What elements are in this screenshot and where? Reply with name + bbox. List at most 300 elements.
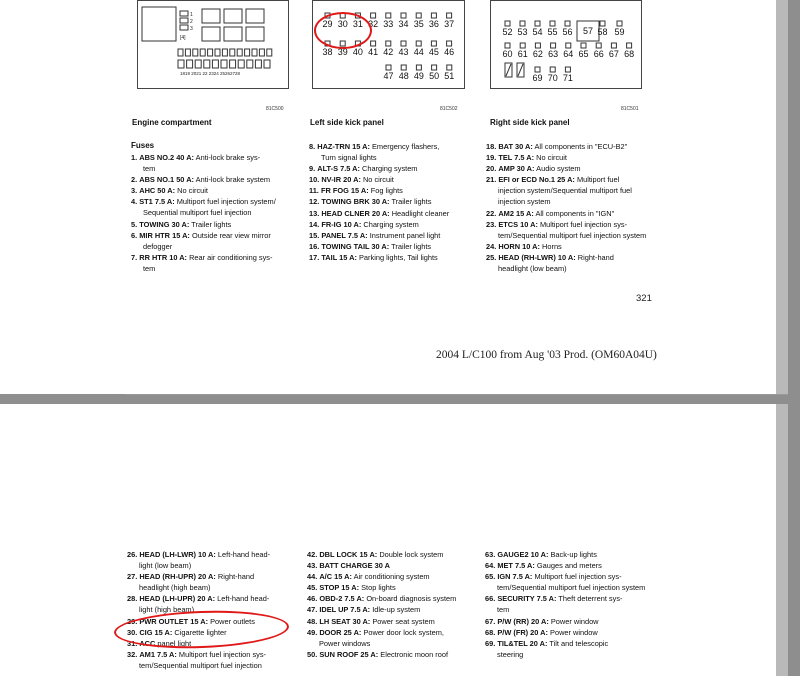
fuse-name: 44. bbox=[307, 572, 318, 582]
fuse-description: Audio system bbox=[536, 164, 581, 174]
fuse-slot bbox=[187, 60, 193, 68]
fuse-name: 26. bbox=[127, 550, 138, 559]
page-divider bbox=[125, 394, 788, 395]
fuse-number-label: 64 bbox=[563, 49, 574, 59]
fuse-slot bbox=[185, 49, 190, 56]
fuse-rating: P/W (RR) 20 A: bbox=[497, 616, 549, 626]
fuse-name: 16. bbox=[309, 241, 320, 251]
fuse-name: 28. bbox=[127, 594, 138, 604]
fuse-description: panel light bbox=[157, 638, 192, 648]
fuse-name: 5. bbox=[131, 219, 138, 229]
fuse-entry bbox=[131, 174, 299, 185]
fuse-name: 3. bbox=[131, 186, 138, 196]
fuse-rating: NV-IR 20 A: bbox=[321, 175, 361, 185]
fuse-number-label: 42 bbox=[383, 47, 394, 57]
fuse-rating: HAZ-TRN 15 A: bbox=[317, 142, 370, 151]
fuse-rating: RR HTR 10 A: bbox=[139, 252, 188, 262]
fuse-name: 12. bbox=[309, 197, 320, 207]
fuse-rating: EFI or ECD No.1 25 A: bbox=[498, 175, 575, 185]
fuse-description: Fog lights bbox=[370, 186, 403, 196]
page-edge-shadow bbox=[776, 404, 788, 676]
fuse-number-label: 36 bbox=[428, 19, 439, 29]
fuse-rating: PANEL 7.5 A: bbox=[321, 230, 368, 240]
relay-block bbox=[202, 9, 220, 23]
fuse-number-label: 32 bbox=[368, 19, 379, 29]
fuse-slot bbox=[627, 43, 632, 48]
fuse-number-label: 54 bbox=[532, 27, 543, 37]
fuse-entry bbox=[485, 571, 657, 582]
fuse-description: All components in "IGN" bbox=[535, 208, 615, 218]
fuse-rating: ABS NO.1 50 A: bbox=[139, 175, 194, 185]
fuse-description-continued: headlight (low beam) bbox=[498, 264, 567, 274]
relay-block bbox=[246, 27, 264, 41]
fuse-description: Horns bbox=[542, 241, 562, 251]
fuse-rating: DBL LOCK 15 A: bbox=[319, 550, 378, 559]
fuse-description: Power window bbox=[550, 616, 599, 626]
fuse-rating: DOOR 25 A: bbox=[319, 627, 362, 637]
fuse-rating: TOWING TAIL 30 A: bbox=[321, 241, 390, 251]
fuse-rating: GAUGE2 10 A: bbox=[497, 550, 549, 559]
fuse-entry bbox=[486, 163, 654, 174]
fuse-entry bbox=[309, 163, 477, 174]
fuse-rating: IDEL UP 7.5 A: bbox=[319, 605, 371, 615]
fuse-entry bbox=[485, 549, 657, 560]
fuse-description: Right-hand bbox=[577, 252, 614, 262]
fuse-label-1: 1 bbox=[190, 12, 193, 18]
fuse-name: 10. bbox=[309, 175, 320, 185]
fuse-list-column bbox=[131, 152, 299, 274]
fuse-name: 6. bbox=[131, 230, 138, 240]
fuse-entry bbox=[486, 219, 654, 230]
fuse-slot bbox=[386, 41, 391, 46]
fuse-name: 46. bbox=[307, 594, 318, 604]
fuse-description: Rear air conditioning sys- bbox=[189, 252, 273, 262]
fuse-slot bbox=[550, 67, 555, 72]
fuse-description-continued: tem bbox=[143, 263, 156, 273]
fuse-description: Charging system bbox=[362, 164, 418, 174]
fuse-number-label: 61 bbox=[517, 49, 528, 59]
fuse-description: Emergency flashers, bbox=[372, 142, 440, 151]
fuse-rating: BATT CHARGE 30 A bbox=[319, 561, 390, 571]
fuse-rating: TIL&TEL 20 A: bbox=[497, 638, 548, 648]
fuse-number-label: 41 bbox=[368, 47, 379, 57]
fuse-number-label: 37 bbox=[444, 19, 455, 29]
fuse-entry bbox=[486, 252, 654, 263]
fuse-number-label: 69 bbox=[532, 73, 543, 83]
diagram-caption: Right side kick panel bbox=[490, 118, 570, 127]
fuse-name: 68. bbox=[485, 627, 496, 637]
fuse-rating: OBD-2 7.5 A: bbox=[319, 594, 365, 604]
right-kick-panel-diagram bbox=[490, 0, 642, 89]
diagram-code: 81C500 bbox=[266, 106, 284, 112]
fuse-rating: HEAD (LH-LWR) 10 A: bbox=[139, 550, 216, 559]
fuse-rating: HEAD CLNER 20 A: bbox=[321, 208, 390, 218]
fuse-slot bbox=[550, 21, 555, 26]
fuse-description: Multiport fuel injection sys- bbox=[178, 649, 267, 659]
fuse-entry bbox=[309, 185, 477, 196]
fuse-entry bbox=[131, 152, 299, 163]
fuse-description: Trailer lights bbox=[391, 241, 432, 251]
fuse-rating: CIG 15 A: bbox=[139, 627, 173, 637]
fuse-description-continued: tem/Sequential multiport fuel injection bbox=[139, 660, 262, 670]
fuse-rating: AHC 50 A: bbox=[139, 186, 176, 196]
fuse-description-continued: steering bbox=[497, 649, 524, 659]
fuse-rating: ST1 7.5 A: bbox=[139, 197, 175, 207]
fuse-number-label: 53 bbox=[517, 27, 528, 37]
fuse-description: Stop lights bbox=[361, 583, 396, 593]
fuse-number-label: 39 bbox=[337, 47, 348, 57]
fuse-slot bbox=[255, 60, 261, 68]
fuse-entry bbox=[307, 649, 479, 660]
fuse-slot bbox=[432, 65, 437, 70]
fuse-name: 22. bbox=[486, 208, 497, 218]
fuse-slot bbox=[401, 65, 406, 70]
fuse-slot bbox=[565, 21, 570, 26]
fuse-rating: TOWING BRK 30 A: bbox=[321, 197, 390, 207]
fuse-slot bbox=[447, 41, 452, 46]
fuse-entry bbox=[309, 141, 477, 152]
fuse-name: 19. bbox=[486, 153, 497, 163]
fuse-rating: AMP 30 A: bbox=[498, 164, 535, 174]
fuse-slot bbox=[600, 21, 605, 26]
fuse-rating: ABS NO.2 40 A: bbox=[139, 153, 194, 162]
fuse-slot bbox=[264, 60, 270, 68]
fuse-rating: PWR OUTLET 15 A: bbox=[139, 616, 209, 626]
page-number: 321 bbox=[636, 293, 652, 304]
fuse-rating: SUN ROOF 25 A: bbox=[319, 649, 379, 659]
fuse-description: On-board diagnosis system bbox=[366, 594, 457, 604]
fuse-description: Left-hand head- bbox=[217, 594, 270, 604]
fuse-name: 63. bbox=[485, 550, 496, 559]
fuse-entry bbox=[131, 185, 299, 196]
fuse-name: 25. bbox=[486, 252, 497, 262]
fuse-description: Cigarette lighter bbox=[174, 627, 227, 637]
fuse-name: 65. bbox=[485, 572, 496, 582]
fuse-number-label: 66 bbox=[593, 49, 604, 59]
fuse-entry bbox=[131, 196, 299, 207]
fuse-number-label: 43 bbox=[398, 47, 409, 57]
fuse-slot bbox=[596, 43, 601, 48]
relay-block bbox=[224, 9, 242, 23]
diagram-caption: Left side kick panel bbox=[310, 118, 384, 127]
fuse-entry bbox=[307, 616, 479, 627]
fuse-slot bbox=[566, 43, 571, 48]
fuse-name: 30. bbox=[127, 627, 138, 637]
fuse-slot bbox=[267, 49, 272, 56]
fuse-number-label: 46 bbox=[444, 47, 455, 57]
fuse-description: Instrument panel light bbox=[369, 230, 441, 240]
fuse-name: 47. bbox=[307, 605, 318, 615]
fuse-entry bbox=[485, 593, 657, 604]
spare-slot-mark bbox=[506, 64, 511, 76]
fuse-entry bbox=[486, 241, 654, 252]
fuse-number-label: 71 bbox=[562, 73, 573, 83]
fuse-rating: AM2 15 A: bbox=[498, 208, 534, 218]
diagram-code: 81C502 bbox=[440, 106, 458, 112]
fuse-description-continued: tem bbox=[497, 605, 510, 615]
fuse-slot bbox=[178, 49, 183, 56]
fuse-rating: A/C 15 A: bbox=[319, 572, 352, 582]
fuse-description: Gauges and meters bbox=[536, 561, 602, 571]
fuse-entry bbox=[485, 638, 657, 649]
fuse-slot bbox=[401, 13, 406, 18]
fuse-description: Multiport fuel injection sys- bbox=[534, 572, 622, 582]
fuse-description: Power door lock system, bbox=[363, 627, 444, 637]
fuse-entry bbox=[486, 174, 654, 185]
fuse-slot bbox=[535, 43, 540, 48]
fuse-description: Anti-lock brake sys- bbox=[195, 153, 261, 162]
fuse-name: 2. bbox=[131, 175, 138, 185]
fuse-slot bbox=[416, 65, 421, 70]
fuse-slot bbox=[416, 13, 421, 18]
fuse-number-label: 63 bbox=[548, 49, 559, 59]
fuse-slot bbox=[215, 49, 220, 56]
fuse-entry bbox=[127, 549, 299, 560]
fuse-name: 7. bbox=[131, 252, 138, 262]
fuse-slot bbox=[535, 67, 540, 72]
fuse-name: 43. bbox=[307, 561, 318, 571]
fuse-rating: AM1 7.5 A: bbox=[139, 649, 177, 659]
fuse-rating: FR-IG 10 A: bbox=[321, 219, 362, 229]
fuse-slot bbox=[193, 49, 198, 56]
fuse-rating: HEAD (LH-UPR) 20 A: bbox=[139, 594, 216, 604]
fuse-description-continued: Turn signal lights bbox=[321, 153, 377, 163]
fuse-number-label: 38 bbox=[322, 47, 333, 57]
fuse-slot bbox=[416, 41, 421, 46]
fuse-description-continued: Sequential multiport fuel injection bbox=[143, 208, 252, 218]
fuse-slot bbox=[565, 67, 570, 72]
fuse-slot bbox=[238, 60, 244, 68]
fuse-rating: HEAD (RH-UPR) 20 A: bbox=[139, 572, 216, 582]
fuse-number-label: 45 bbox=[428, 47, 439, 57]
fuse-entry bbox=[309, 174, 477, 185]
fuse-entry bbox=[307, 571, 479, 582]
engine-fuse-box-drawing bbox=[138, 1, 288, 88]
fuse-slot bbox=[431, 13, 436, 18]
fuse-slot bbox=[386, 13, 391, 18]
fuse-number-label: 49 bbox=[413, 71, 424, 81]
fuse-description: Air conditioning system bbox=[353, 572, 430, 582]
fuse-description: Power seat system bbox=[372, 616, 435, 626]
fuse-name: 20. bbox=[486, 164, 497, 174]
fuses-heading: Fuses bbox=[131, 141, 155, 150]
fuse-description: All components in "ECU-B2" bbox=[534, 142, 628, 151]
engine-compartment-diagram bbox=[137, 0, 289, 89]
fuse-name: 67. bbox=[485, 616, 496, 626]
fuse-slot bbox=[581, 43, 586, 48]
spare-slot-mark bbox=[518, 64, 523, 76]
fuse-slot bbox=[237, 49, 242, 56]
fuse-number-label: 29 bbox=[322, 19, 333, 29]
fuse-slot bbox=[245, 49, 250, 56]
fuse-number-label: 56 bbox=[562, 27, 573, 37]
fuse-name: 66. bbox=[485, 594, 496, 604]
fuse-name: 8. bbox=[309, 142, 316, 151]
fuse-number-label: 34 bbox=[398, 19, 409, 29]
red-circle-annotation bbox=[314, 12, 372, 49]
fuse-slot bbox=[505, 21, 510, 26]
fuse-slot bbox=[180, 18, 188, 23]
fuse-name: 27. bbox=[127, 572, 138, 582]
fuse-name: 4. bbox=[131, 197, 138, 207]
fuse-label-2: 2 bbox=[190, 19, 193, 25]
fuse-number-label: 30 bbox=[337, 19, 348, 29]
fuse-name: 48. bbox=[307, 616, 318, 626]
fuse-name: 11. bbox=[309, 186, 319, 196]
fuse-number-label: 40 bbox=[352, 47, 363, 57]
fuse-list-column bbox=[485, 549, 657, 660]
fuse-description-continued: defogger bbox=[143, 241, 173, 251]
fuse-description-continued: injection system/Sequential multiport fuel injection system bbox=[498, 186, 632, 207]
fuse-number-label: 55 bbox=[547, 27, 558, 37]
diagram-code: 81C501 bbox=[621, 106, 639, 112]
fuse-label-4: [4] bbox=[180, 35, 186, 41]
fuse-rating: TAIL 15 A: bbox=[321, 252, 357, 262]
fuse-name: 21. bbox=[486, 175, 497, 185]
fuse-rating: SECURITY 7.5 A: bbox=[497, 594, 557, 604]
fuse-entry bbox=[486, 208, 654, 219]
fuse-slot bbox=[252, 49, 257, 56]
fuse-slot bbox=[180, 25, 188, 30]
fuse-description-continued: tem bbox=[143, 164, 156, 174]
fuse-slot bbox=[447, 13, 452, 18]
fuse-slot bbox=[204, 60, 210, 68]
fuse-description: Theft deterrent sys- bbox=[558, 594, 623, 604]
fuse-rating: IGN 7.5 A: bbox=[497, 572, 533, 582]
fuse-rating: FR FOG 15 A: bbox=[320, 186, 369, 196]
fuse-slot bbox=[195, 60, 201, 68]
right-fuse-box-drawing bbox=[491, 1, 641, 88]
fuse-number-label: 51 bbox=[444, 71, 455, 81]
fuse-rating: TOWING 30 A: bbox=[139, 219, 190, 229]
fuse-name: 69. bbox=[485, 638, 496, 648]
fuse-entry bbox=[486, 152, 654, 163]
fuse-description: Back-up lights bbox=[550, 550, 597, 559]
fuse-description: Double lock system bbox=[379, 550, 444, 559]
fuse-slot bbox=[230, 49, 235, 56]
fuse-entry bbox=[131, 230, 299, 241]
fuse-description: Tilt and telescopic bbox=[549, 638, 609, 648]
fuse-slot bbox=[180, 11, 188, 16]
fuse-number-label: 59 bbox=[614, 27, 625, 37]
fuse-name: 14. bbox=[309, 219, 320, 229]
fuse-name: 9. bbox=[309, 164, 316, 174]
fuse-description: Right-hand bbox=[217, 572, 255, 582]
fuse-slot bbox=[520, 21, 525, 26]
fuse-entry bbox=[127, 593, 299, 604]
fuse-entry bbox=[485, 560, 657, 571]
fuse-name: 13. bbox=[309, 208, 320, 218]
fuse-slot bbox=[551, 43, 556, 48]
fuse-rating: P/W (FR) 20 A: bbox=[497, 627, 548, 637]
fuse-number-label: 47 bbox=[383, 71, 394, 81]
fuse-description-continued: light (high beam) bbox=[139, 605, 195, 615]
fuse-rating: MIR HTR 15 A: bbox=[139, 230, 190, 240]
fuse-description: No circuit bbox=[362, 175, 394, 185]
fuse-rating: BAT 30 A: bbox=[498, 142, 533, 151]
fuse-description: No circuit bbox=[177, 186, 208, 196]
fuse-entry bbox=[127, 571, 299, 582]
relay-block bbox=[224, 27, 242, 41]
fuse-description-continued: Power windows bbox=[319, 638, 371, 648]
fuse-name: 31. bbox=[127, 638, 138, 648]
fuse-description: Headlight cleaner bbox=[391, 208, 450, 218]
fuse-number-label: 35 bbox=[413, 19, 424, 29]
fuse-name: 23. bbox=[486, 219, 497, 229]
fuse-entry bbox=[307, 593, 479, 604]
fuse-entry bbox=[309, 241, 477, 252]
fuse-description: Trailer lights bbox=[191, 219, 232, 229]
fuse-description: Electronic moon roof bbox=[380, 649, 449, 659]
fuse-entry bbox=[131, 219, 299, 230]
fuse-number-label: 70 bbox=[547, 73, 558, 83]
diagram-caption: Engine compartment bbox=[132, 118, 212, 127]
fuse-name: 49. bbox=[307, 627, 318, 637]
fuse-description: Trailer lights bbox=[391, 197, 432, 207]
fuse-slot bbox=[371, 13, 376, 18]
fuse-rating: STOP 15 A: bbox=[319, 583, 360, 593]
fuse-number-label: 68 bbox=[624, 49, 635, 59]
fuse-entry bbox=[307, 582, 479, 593]
fuse-row bbox=[178, 60, 270, 68]
relay-block bbox=[142, 7, 176, 41]
fuse-description: Idle-up system bbox=[372, 605, 421, 615]
fuse-description: Left-hand head- bbox=[217, 550, 271, 559]
fuse-slot bbox=[520, 43, 525, 48]
fuse-description: Power window bbox=[550, 627, 598, 637]
fuse-slot bbox=[401, 41, 406, 46]
fuse-name: 64. bbox=[485, 561, 496, 571]
fuse-slot bbox=[259, 49, 264, 56]
fuse-number-label: 57 bbox=[582, 26, 594, 36]
fuse-number-label: 67 bbox=[608, 49, 619, 59]
fuse-slot bbox=[431, 41, 436, 46]
fuse-slot bbox=[200, 49, 205, 56]
fuse-number-label: 58 bbox=[597, 27, 608, 37]
fuse-slot bbox=[208, 49, 213, 56]
fuse-description: Outside rear view mirror bbox=[191, 230, 271, 240]
fuse-number-label: 48 bbox=[398, 71, 409, 81]
fuse-number-label: 62 bbox=[532, 49, 543, 59]
fuse-description: Charging system bbox=[363, 219, 419, 229]
fuse-description-continued: headlight (high beam) bbox=[139, 583, 211, 593]
fuse-entry bbox=[309, 219, 477, 230]
fuse-rating: HEAD (RH-LWR) 10 A: bbox=[498, 252, 576, 262]
fuse-entry bbox=[486, 141, 654, 152]
fuse-slot bbox=[505, 43, 510, 48]
fuse-rating: ALT-S 7.5 A: bbox=[317, 164, 360, 174]
fuse-slot bbox=[221, 60, 227, 68]
fuse-description: No circuit bbox=[536, 153, 567, 163]
fuse-slot bbox=[178, 60, 184, 68]
fuse-entry bbox=[307, 627, 479, 638]
fuse-slot bbox=[247, 60, 253, 68]
fuse-entry bbox=[309, 230, 477, 241]
fuse-slot bbox=[222, 49, 227, 56]
fuse-entry bbox=[307, 549, 479, 560]
fuse-entry bbox=[309, 252, 477, 263]
fuse-slot bbox=[371, 41, 376, 46]
fuse-name: 18. bbox=[486, 142, 497, 151]
fuse-description: Multiport fuel injection system/ bbox=[176, 197, 276, 207]
fuse-description-continued: tem/Sequential multiport fuel injection system bbox=[498, 230, 647, 240]
fuse-description: Multiport fuel bbox=[576, 175, 620, 185]
fuse-name: 50. bbox=[307, 649, 318, 659]
page-footer: 2004 L/C100 from Aug '03 Prod. (OM60A04U) bbox=[436, 349, 657, 361]
fuse-description-continued: light (low beam) bbox=[139, 561, 192, 571]
fuse-number-label: 31 bbox=[352, 19, 363, 29]
fuse-slot bbox=[447, 65, 452, 70]
